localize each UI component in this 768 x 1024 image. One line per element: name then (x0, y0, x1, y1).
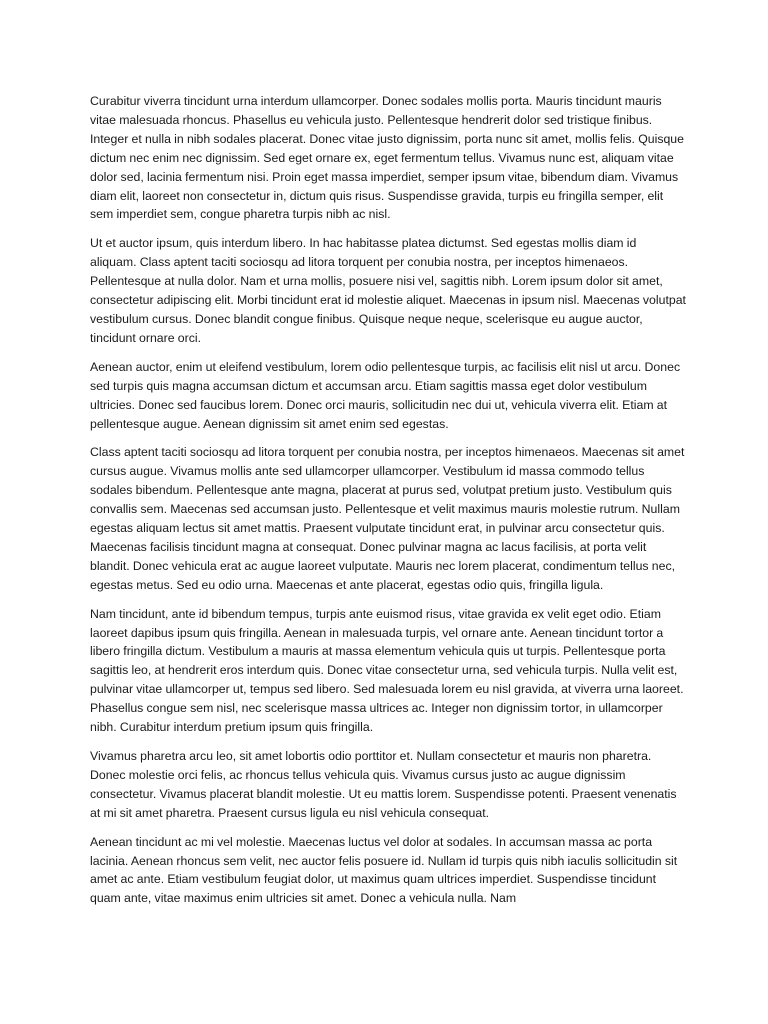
document-body (90, 92, 686, 932)
paragraph-1: Curabitur viverra tincidunt urna interdum ullamcorper. Donec sodales mollis porta. Mauris tincidunt mauris vitae malesuada rhoncus. Phasellus eu vehicula justo. Pellentesque hendrerit dolor sed tristique finibus. Integer et nulla in nibh sodales placerat. Donec vitae justo dignissim, porta nunc sit amet, mollis felis. Quisque dictum nec enim nec dignissim. Sed eget ornare ex, eget fermentum tellus. Vivamus nunc est, aliquam vitae dolor sed, lacinia fermentum nisi. Proin eget massa imperdiet, semper ipsum vitae, bibendum diam. Vivamus diam elit, laoreet non consectetur in, dictum quis risus. Suspendisse gravida, turpis eu fringilla semper, elit sem imperdiet sem, congue pharetra turpis nibh ac nisl. (90, 94, 684, 222)
paragraph-5: Nam tincidunt, ante id bibendum tempus, turpis ante euismod risus, vitae gravida ex velit eget odio. Etiam laoreet dapibus ipsum quis fringilla. Aenean in malesuada turpis, vel ornare ante. Aenean tincidunt tortor a libero fringilla dictum. Vestibulum a mauris at massa elementum vehicula quis ut turpis. Pellentesque porta sagittis leo, at hendrerit eros interdum quis. Donec vitae consectetur urna, sed vehicula turpis. Nulla velit est, pulvinar vitae ullamcorper ut, tempus sed libero. Sed malesuada lorem eu nisl gravida, at viverra urna laoreet. Phasellus congue sem nisl, nec scelerisque massa ultrices ac. Integer non dignissim tortor, in ullamcorper nibh. Curabitur interdum pretium ipsum quis fringilla. (90, 606, 684, 735)
paragraph-4: Class aptent taciti sociosqu ad litora torquent per conubia nostra, per inceptos himenaeos. Maecenas sit amet cursus augue. Vivamus mollis ante sed ullamcorper ullamcorper. Vestibulum id massa commodo tellus sodales bibendum. Pellentesque ante magna, placerat at purus sed, volutpat pretium justo. Vestibulum quis convallis sem. Maecenas sed accumsan justo. Pellentesque et velit maximus mauris molestie rutrum. Nullam egestas aliquam lectus sit amet mattis. Praesent vulputate tincidunt erat, in pulvinar arcu consectetur quis. Maecenas facilisis tincidunt magna at consequat. Donec pulvinar magna ac lacus facilisis, at porta velit blandit. Donec vehicula erat ac augue laoreet vulputate. Mauris nec lorem placerat, condimentum tellus nec, egestas metus. Sed eu odio urna. Maecenas et ante placerat, egestas odio quis, fringilla ligula. (90, 445, 685, 592)
paragraph-3: Aenean auctor, enim ut eleifend vestibulum, lorem odio pellentesque turpis, ac facilisis elit nisl ut arcu. Donec sed turpis quis magna accumsan dictum et accumsan arcu. Etiam sagittis massa eget dolor vestibulum ultricies. Donec sed faucibus lorem. Donec orci mauris, sollicitudin nec dui ut, vehicula viverra elit. Etiam at pellentesque augue. Aenean dignissim sit amet enim sed egestas. (90, 359, 681, 431)
paragraph-2: Ut et auctor ipsum, quis interdum libero. In hac habitasse platea dictumst. Sed egestas mollis diam id aliquam. Class aptent taciti sociosqu ad litora torquent per conubia nostra, per inceptos himenaeos. Pellentesque at nulla dolor. Nam et urna mollis, posuere nisi vel, sagittis nibh. Lorem ipsum dolor sit amet, consectetur adipiscing elit. Morbi tincidunt erat id molestie aliquet. Maecenas in ipsum nisl. Maecenas volutpat vestibulum cursus. Donec blandit congue finibus. Quisque neque neque, scelerisque eu augue auctor, tincidunt ornare orci. (90, 236, 686, 345)
paragraph-6: Vivamus pharetra arcu leo, sit amet lobortis odio porttitor et. Nullam consectetur et mauris non pharetra. Donec molestie orci felis, ac rhoncus tellus vehicula quis. Vivamus cursus justo ac augue dignissim consectetur. Vivamus placerat blandit molestie. Ut eu mattis lorem. Suspendisse potenti. Praesent venenatis at mi sit amet pharetra. Praesent cursus ligula eu nisl vehicula consequat. (90, 749, 677, 820)
paragraph-7: Aenean tincidunt ac mi vel molestie. Maecenas luctus vel dolor at sodales. In accumsan massa ac porta lacinia. Aenean rhoncus sem velit, nec auctor felis posuere id. Nullam id turpis quis nibh iaculis sollicitudin sit amet ac ante. Etiam vestibulum feugiat dolor, ut maximus quam ultrices imperdiet. Suspendisse tincidunt quam ante, vitae maximus enim ultricies sit amet. Donec a vehicula nulla. Nam (90, 834, 678, 906)
